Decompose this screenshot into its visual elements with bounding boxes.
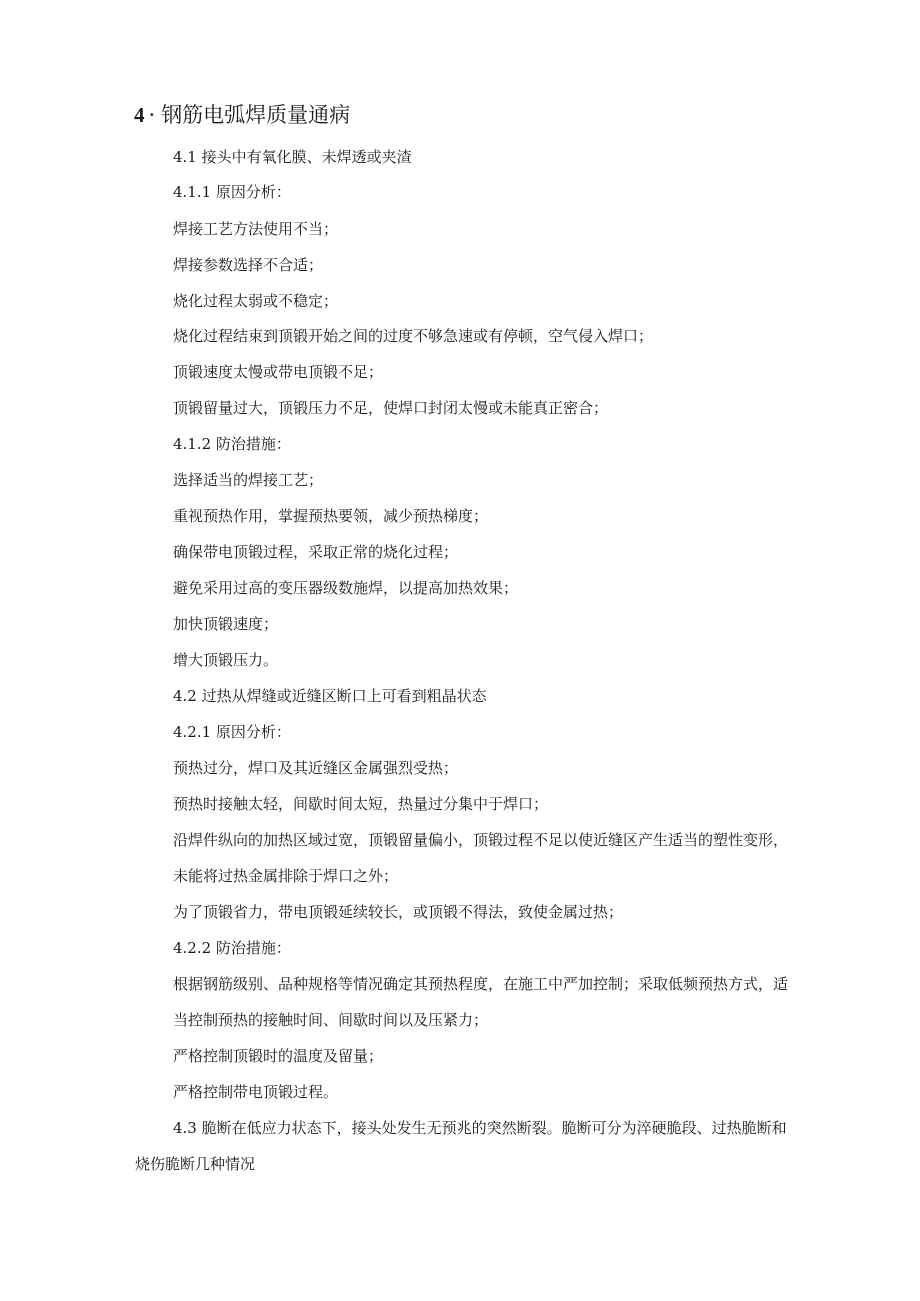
subsection-heading: 4.2 过热从焊缝或近缝区断口上可看到粗晶状态 (173, 687, 487, 705)
list-item: 增大顶锻压力。 (173, 651, 279, 669)
heading-separator: · (148, 103, 156, 127)
list-item: 为了顶锻省力，带电顶锻延续较长，或顶锻不得法，致使金属过热； (173, 903, 624, 921)
subsubsection-heading: 4.1.2 防治措施： (173, 435, 291, 453)
list-item: 预热过分，焊口及其近缝区金属强烈受热； (173, 759, 459, 777)
subsection-heading: 4.3 脆断在低应力状态下，接头处发生无预兆的突然断裂。脆断可分为淬硬脆段、过热脆断和烧伤脆断几种情况 (135, 1119, 787, 1173)
section-heading (134, 100, 350, 130)
section-number: 4 (134, 103, 145, 127)
subsubsection-heading: 4.1.1 原因分析： (173, 183, 291, 201)
list-item: 顶锻留量过大，顶锻压力不足，使焊口封闭太慢或未能真正密合； (173, 399, 609, 417)
list-item: 根据钢筋级别、品种规格等情况确定其预热程度，在施工中严加控制；采取低频预热方式，适当控制预热的接触时间、间歇时间以及压紧力； (173, 975, 789, 1029)
list-item: 重视预热作用，掌握预热要领，减少预热梯度； (173, 507, 489, 525)
list-item: 严格控制顶锻时的温度及留量； (173, 1047, 384, 1065)
list-item: 焊接参数选择不合适； (173, 256, 324, 274)
subsubsection-heading: 4.2.1 原因分析： (173, 723, 291, 741)
section-title: 钢筋电弧焊质量通病 (161, 103, 351, 127)
list-item: 沿焊件纵向的加热区域过宽，顶锻留量偏小，顶锻过程不足以使近缝区产生适当的塑性变形，未能将过热金属排除于焊口之外； (173, 831, 789, 885)
list-item: 加快顶锻速度； (173, 615, 279, 633)
list-item: 选择适当的焊接工艺； (173, 471, 324, 489)
list-item: 确保带电顶锻过程，采取正常的烧化过程； (173, 543, 459, 561)
list-item: 焊接工艺方法使用不当； (173, 220, 339, 238)
subsubsection-heading: 4.2.2 防治措施： (173, 939, 291, 957)
list-item: 顶锻速度太慢或带电顶锻不足； (173, 363, 384, 381)
list-item: 严格控制带电顶锻过程。 (173, 1083, 339, 1101)
subsection-heading: 4.1 接头中有氧化膜、未焊透或夹渣 (173, 148, 412, 166)
list-item: 避免采用过高的变压器级数施焊，以提高加热效果； (173, 579, 519, 597)
list-item: 预热时接触太轻，间歇时间太短，热量过分集中于焊口； (173, 795, 549, 813)
list-item: 烧化过程结束到顶锻开始之间的过度不够急速或有停顿，空气侵入焊口； (173, 327, 654, 345)
list-item: 烧化过程太弱或不稳定； (173, 292, 339, 310)
